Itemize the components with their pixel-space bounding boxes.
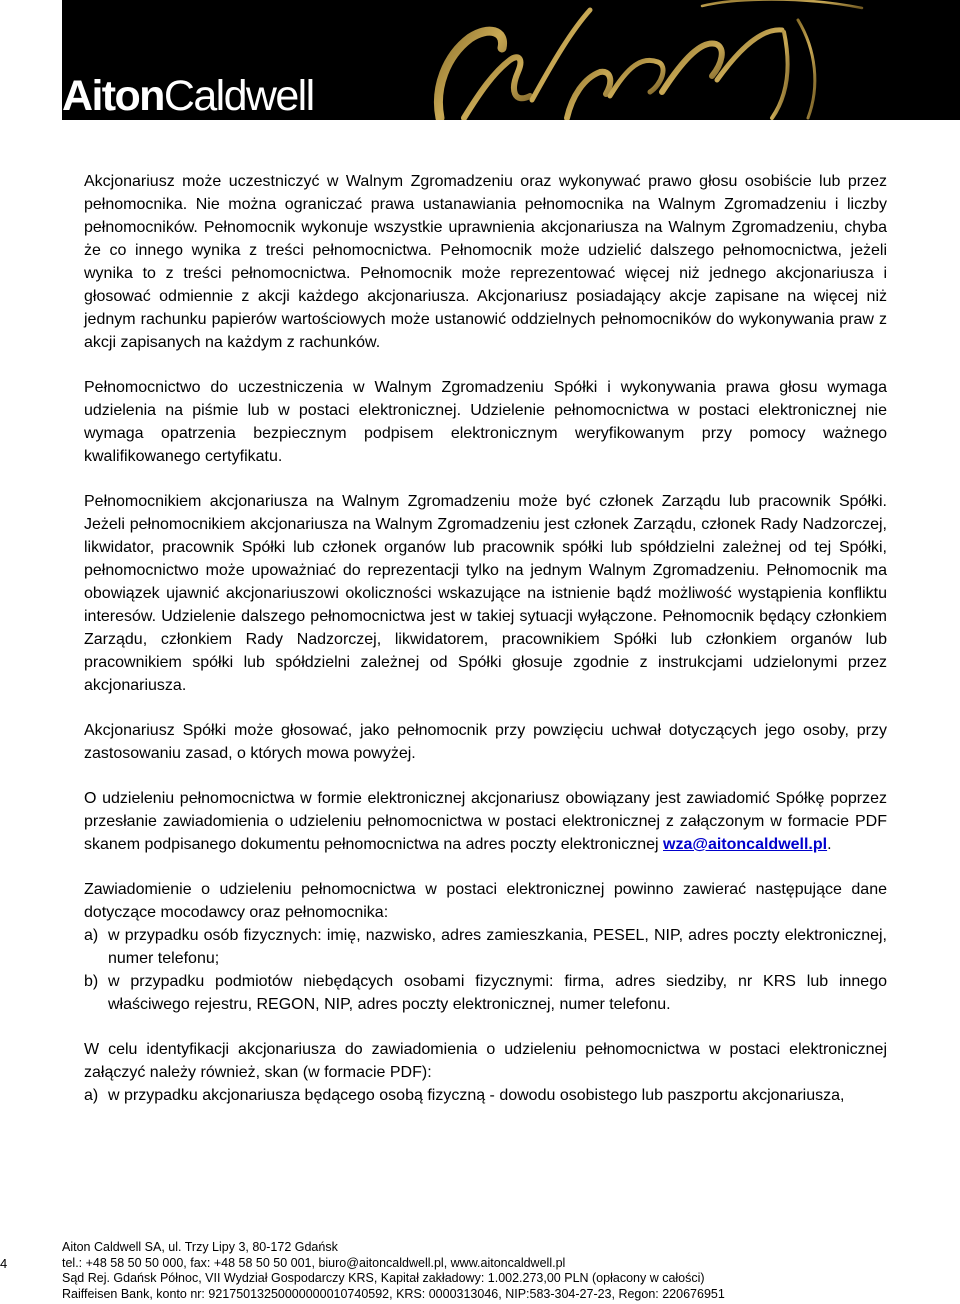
- identification-list: [84, 1084, 887, 1107]
- paragraph-identification-intro: W celu identyfikacji akcjonariusza do zawiadomienia o udzieleniu pełnomocnictwa w postaci elektronicznej załączyć należy również, skan (w formacie PDF):: [84, 1041, 887, 1081]
- letterhead-banner: [62, 0, 960, 120]
- document-body: [84, 170, 887, 1129]
- list-item: [84, 1084, 887, 1107]
- page-number: 4: [0, 1256, 8, 1271]
- paragraph-electronic-notice: O udzieleniu pełnomocnictwa w formie elektronicznej akcjonariusz obowiązany jest zawiadomić Spółkę poprzez przesłanie zawiadomienia o udzieleniu pełnomocnictwa w postaci elektronicznej z załączonym w formacie PDF skanem podpisanego dokumentu pełnomocnictwa na adres poczty elektronicznej wza@aitoncaldwell.pl.: [84, 790, 887, 853]
- footer-registry: Sąd Rej. Gdańsk Północ, VII Wydział Gospodarczy KRS, Kapitał zakładowy: 1.002.273,00 PLN (opłacony w całości): [62, 1271, 705, 1285]
- list-marker: a): [84, 927, 99, 944]
- paragraph-shareholder-voting: Akcjonariusz Spółki może głosować, jako pełnomocnik przy powzięciu uchwał dotyczących jego osoby, przy zastosowaniu zasad, o których mowa powyżej.: [84, 722, 887, 762]
- list-item: [84, 924, 887, 970]
- paragraph-proxy-board-member: Pełnomocnikiem akcjonariusza na Walnym Zgromadzeniu może być członek Zarządu lub pracownik Spółki. Jeżeli pełnomocnikiem akcjonariusza na Walnym Zgromadzeniu jest członek Zarządu, członek Rady Nadzorczej, likwidator, pracownik Spółki lub członek organów lub pracownik spółki lub spółdzielni zależnej od tej Spółki, pełnomocnictwo może upoważniać do reprezentacji tylko na jednym Walnym Zgromadzeniu. Pełnomocnik ma obowiązek ujawnić akcjonariuszowi okoliczności wskazujące na istnienie bądź możliwość wystąpienia konfliktu interesów. Udzielenie dalszego pełnomocnictwa jest w takiej sytuacji wyłączone. Pełnomocnik będący członkiem Zarządu, członkiem Rady Nadzorczej, likwidatorem, pracownikiem Spółki lub członkiem organów lub pracownikiem spółki lub spółdzielni zależnej od Spółki głosuje zgodnie z instrukcjami udzielonymi przez akcjonariusza.: [84, 493, 887, 694]
- paragraph-proxy-form: Pełnomocnictwo do uczestniczenia w Walnym Zgromadzeniu Spółki i wykonywania prawa głosu wymaga udzielenia na piśmie lub w postaci elektronicznej. Udzielenie pełnomocnictwa w postaci elektronicznej nie wymaga opatrzenia bezpiecznym podpisem elektronicznym weryfikowanym przy pomocy ważnego kwalifikowanego certyfikatu.: [84, 379, 887, 465]
- company-logo-text: AitonCaldwell: [62, 72, 314, 120]
- paragraph-proxy-rights: Akcjonariusz może uczestniczyć w Walnym Zgromadzeniu oraz wykonywać prawo głosu osobiście lub przez pełnomocnika. Nie można ograniczać prawa ustanawiania pełnomocnika na Walnym Zgromadzeniu i liczby pełnomocników. Pełnomocnik wykonuje wszystkie uprawnienia akcjonariusza na Walnym Zgromadzeniu, chyba że co innego wynika z treści pełnomocnictwa. Pełnomocnik może udzielić dalszego pełnomocnictwa, jeżeli wynika to z treści pełnomocnictwa. Pełnomocnik może reprezentować więcej niż jednego akcjonariusza i głosować odmiennie z akcji każdego akcjonariusza. Akcjonariusz posiadający akcje zapisane na więcej niż jednym rachunku papierów wartościowych może ustanowić oddzielnych pełnomocników do wykonywania praw z akcji zapisanych na każdym z rachunków.: [84, 173, 887, 351]
- list-item-text: w przypadku podmiotów niebędących osobami fizycznymi: firma, adres siedziby, nr KRS lub innego właściwego rejestru, REGON, NIP, adres poczty elektronicznej, numer telefonu.: [108, 973, 887, 1013]
- list-item-text: w przypadku akcjonariusza będącego osobą fizyczną - dowodu osobistego lub paszportu akcjonariusza,: [108, 1087, 845, 1104]
- list-marker: b): [84, 973, 99, 990]
- email-link[interactable]: wza@aitoncaldwell.pl: [663, 836, 828, 853]
- list-item-text: w przypadku osób fizycznych: imię, nazwisko, adres zamieszkania, PESEL, NIP, adres poczty elektronicznej, numer telefonu;: [108, 927, 887, 967]
- footer-address: Aiton Caldwell SA, ul. Trzy Lipy 3, 80-172 Gdańsk: [62, 1240, 338, 1254]
- paragraph-notification-intro: Zawiadomienie o udzieleniu pełnomocnictwa w postaci elektronicznej powinno zawierać następujące dane dotyczące mocodawcy oraz pełnomocnika:: [84, 881, 887, 921]
- list-marker: a): [84, 1087, 99, 1104]
- notification-list: [84, 924, 887, 1016]
- list-item: [84, 970, 887, 1016]
- footer-bank: Raiffeisen Bank, konto nr: 92175013250000000010740592, KRS: 0000313046, NIP:583-304-27-23, Regon: 220676951: [62, 1286, 725, 1301]
- company-footer: [62, 1240, 892, 1302]
- footer-contact: tel.: +48 58 50 50 000, fax: +48 58 50 50 001, biuro@aitoncaldwell.pl, www.aitoncaldwell.pl: [62, 1255, 566, 1270]
